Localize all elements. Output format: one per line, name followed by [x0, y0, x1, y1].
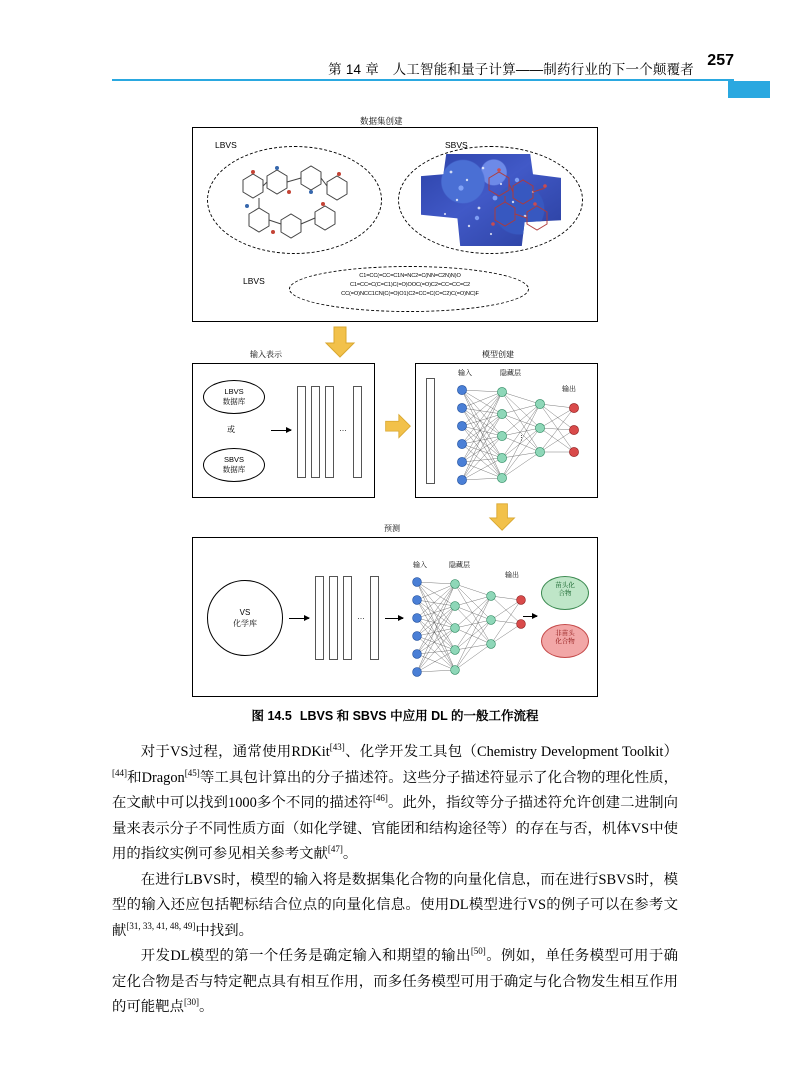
- reference-superscript: [46]: [372, 793, 388, 804]
- vector-column: [311, 386, 320, 478]
- panel-prediction: [192, 537, 598, 697]
- vector-column: [426, 378, 435, 484]
- smiles-line-2: C1=CC=C(C=C1)C(=O)OOC(=O)C2=CC=CC=C2: [349, 282, 471, 288]
- label-pred-input: 输入: [413, 562, 427, 569]
- figure-caption-text: LBVS 和 SBVS 中应用 DL 的一般工作流程: [299, 709, 539, 723]
- arrow-db-to-vectors: [271, 430, 291, 431]
- vs-line1: VS: [239, 608, 251, 617]
- label-model-hidden: 隐藏层: [500, 370, 521, 377]
- label-model-output: 输出: [562, 386, 576, 393]
- vector-column: [297, 386, 306, 478]
- paragraph-3: 开发DL模型的第一个任务是确定输入和期望的输出[50]。例如，单任务模型可用于确定化合物是否与特定靶点具有相互作用，而多任务模型可用于确定与化合物发生相互作用的可能靶点[30]。: [112, 946, 678, 1015]
- nonhit-line1: 非苗头: [555, 630, 575, 637]
- arrow-dataset-to-input-icon: [324, 325, 358, 359]
- label-model-input: 输入: [458, 370, 472, 377]
- arrow-network-to-output: [523, 616, 537, 617]
- label-sbvs-right: SBVS: [445, 140, 468, 150]
- smiles-line-3: CC(=O)NCC1CN(C(=O)O1)C2=CC=C(C=C2)C(=O)NC)F: [341, 291, 479, 297]
- neural-network-diagram-prediction: [405, 572, 535, 682]
- paragraph-2: 在进行LBVS时，模型的输入将是数据集化合物的向量化信息，而在进行SBVS时，模型的输入还应包括靶标结合位点的向量化信息。使用DL模型进行VS的例子可以在参考文献[31, 33, 41, 48, 49]中找到。: [112, 871, 678, 939]
- hit-line2: 合物: [558, 590, 572, 597]
- smiles-list: [297, 272, 523, 299]
- vs-line2: 化学库: [233, 619, 257, 628]
- sbvs-db-line2: 数据库: [222, 465, 246, 474]
- panel-input-representation: [192, 363, 375, 498]
- panel-model-title: 模型创建: [482, 350, 514, 359]
- reference-superscript: [50]: [470, 946, 486, 957]
- lbvs-db-line2: 数据库: [222, 397, 246, 406]
- vector-column: [343, 576, 352, 660]
- output-hit-compound: [541, 576, 589, 610]
- arrow-model-to-prediction-icon: [488, 501, 518, 533]
- label-pred-output: 输出: [505, 572, 519, 579]
- figure-workflow: [192, 115, 598, 700]
- ellipse-vs-library: [207, 580, 283, 656]
- header-title: 第 14 章 人工智能和量子计算——制药行业的下一个颠覆者: [328, 62, 694, 77]
- reference-superscript: [45]: [184, 767, 200, 778]
- label-or: 或: [227, 425, 235, 434]
- panel-model-creation: [415, 363, 598, 498]
- label-pred-hidden: 隐藏层: [449, 562, 470, 569]
- sbvs-db-line1: SBVS: [223, 455, 244, 464]
- ellipse-lbvs-database: [203, 380, 265, 414]
- arrow-vectors-to-network: [385, 618, 403, 619]
- ellipse-sbvs-database: [203, 448, 265, 482]
- vector-ellipsis: …: [339, 424, 347, 433]
- arrow-library-to-vectors: [289, 618, 309, 619]
- reference-superscript: [43]: [329, 742, 345, 753]
- output-non-hit-compound: [541, 624, 589, 658]
- svg-text:⋮: ⋮: [518, 435, 525, 442]
- label-lbvs-bottom: LBVS: [243, 276, 265, 286]
- panel-dataset-title: 数据集创建: [360, 116, 403, 126]
- figure-caption: [112, 706, 678, 724]
- reference-superscript: [47]: [327, 844, 343, 855]
- nonhit-line2: 化合物: [555, 638, 575, 645]
- ligand-sketches-sbvs: [475, 164, 569, 238]
- page-number: 257: [707, 52, 734, 69]
- body-text: [112, 740, 678, 1021]
- molecule-sketches-lbvs: [223, 158, 373, 246]
- panel-input-title: 输入表示: [250, 350, 282, 359]
- vector-column: [315, 576, 324, 660]
- vector-column: [370, 576, 379, 660]
- label-lbvs-left: LBVS: [215, 140, 237, 150]
- reference-superscript: [31, 33, 41, 48, 49]: [126, 920, 196, 931]
- paragraph-1: 对于VS过程，通常使用RDKit[43]、化学开发工具包（Chemistry Development Toolkit）[44]和Dragon[45]等工具包计算出的分子描述符。这些分子描述符显示了化合物的理化性质，在文献中可以找到1000多个不同的描述符[46]。此外，指纹等分子描述符允许创建二进制向量来表示分子不同性质方面（如化学键、官能团和结构途径等）的存在与否，机体VS中使用的指纹实例可参见相关参考文献[47]。: [112, 742, 678, 862]
- lbvs-db-line1: LBVS: [224, 387, 244, 396]
- reference-superscript: [44]: [112, 767, 127, 778]
- neural-network-diagram-model: [444, 378, 594, 490]
- panel-prediction-title: 预测: [384, 524, 400, 533]
- page-header: [0, 50, 790, 90]
- vector-ellipsis: …: [357, 612, 365, 621]
- header-accent-bar: [728, 81, 770, 98]
- reference-superscript: [30]: [183, 997, 199, 1008]
- vector-column: [353, 386, 362, 478]
- vector-column: [329, 576, 338, 660]
- header-divider: [112, 79, 734, 81]
- smiles-line-1: C1=CC(=CC=C1N=NC2=C(NN=C2N)N)O: [359, 273, 461, 279]
- figure-caption-number: 图 14.5: [251, 709, 292, 723]
- arrow-input-to-model-icon: [384, 413, 412, 441]
- vector-column: [325, 386, 334, 478]
- hit-line1: 苗头化: [555, 582, 575, 589]
- panel-dataset: [192, 127, 598, 322]
